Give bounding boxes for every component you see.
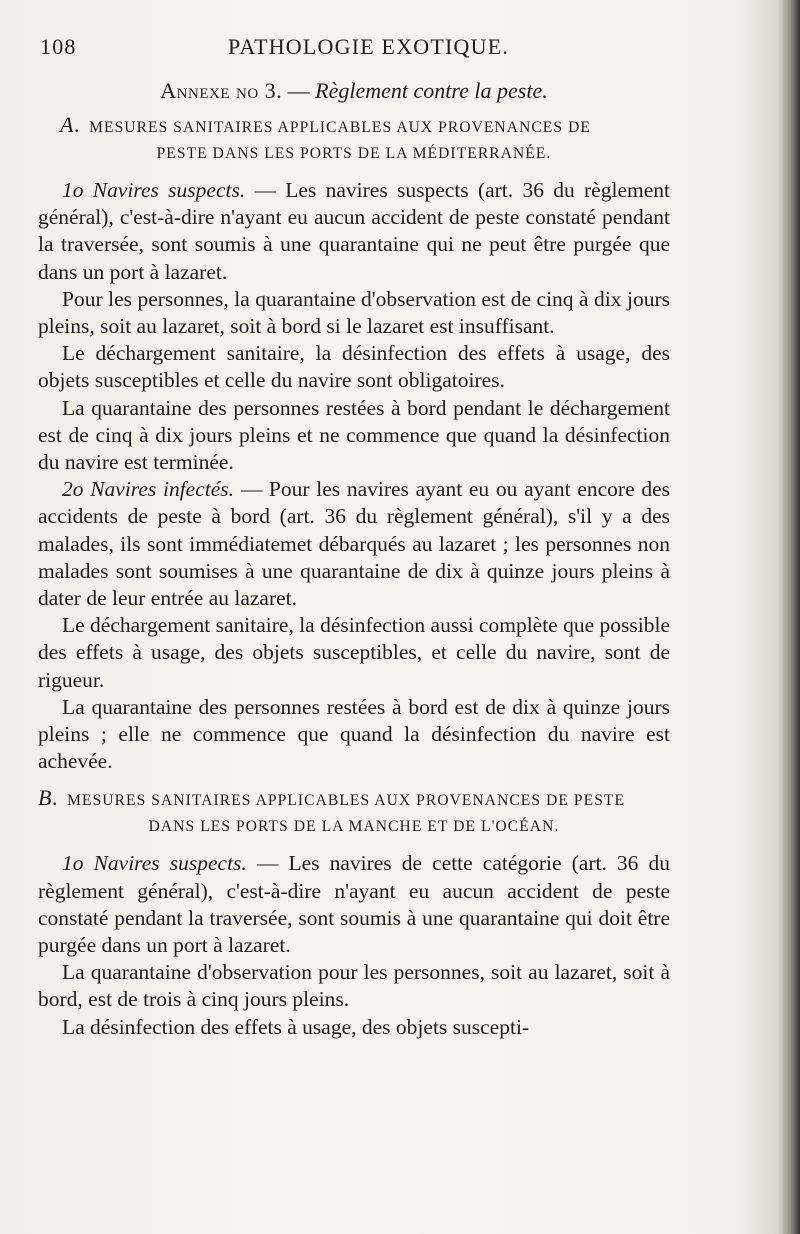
annex-subject: Règlement contre la peste. [315,78,548,103]
annex-dash: — [287,78,310,103]
paragraph: Le déchargement sanitaire, la désinfection aussi complète que possible des effets à usage, des objets susceptibles, et celle du navire, sont de rigueur. [38,613,670,692]
paragraph-text: — Pour les navires ayant eu ou ayant encore des accidents de peste à bord (art. 36 du règlement général), s'il y a des malades, ils sont immédiatemet débarqués au lazaret ; les personnes non malades sont soumises à une quarantaine de dix à quinze jours pleins à dater de leur entrée au lazaret. [38,477,670,611]
running-title: PATHOLOGIE EXOTIQUE. [228,34,510,59]
section-a-letter: A. [60,112,82,137]
page-content [38,30,670,1041]
paragraph: La quarantaine d'observation pour les personnes, soit au lazaret, soit à bord, est de trois à cinq jours pleins. [38,960,670,1012]
section-b-letter: B. [38,785,60,811]
paragraph: La désinfection des effets à usage, des objets suscepti- [62,1014,530,1039]
section-a-heading-line1: MESURES SANITAIRES APPLICABLES AUX PROVENANCES DE [89,119,591,136]
paragraph: Le déchargement sanitaire, la désinfection des effets à usage, des objets susceptibles et celle du navire sont obligatoires. [38,341,670,393]
page-number: 108 [40,34,77,59]
paragraph-lead: 2o Navires infectés. [62,477,235,502]
paragraph: La quarantaine des personnes restées à bord pendant le déchargement est de cinq à dix jours pleins et ne commence que quand la désinfection du navire est terminée. [38,395,670,475]
paragraph-text: — Les navires suspects (art. 36 du règlement général), c'est-à-dire n'ayant eu aucun accident de peste constaté pendant la traversée, sont soumis à une quarantaine qui ne peut être purgée que dans un port à lazaret. [38,178,670,284]
page-binding-shadow [778,0,800,1234]
paragraph-text: — Les navires de cette catégorie (art. 36 du règlement général), c'est-à-dire n'ayant eu aucun accident de peste constaté pendant la traversée, sont soumis à une quarantaine qui doit être purgée dans un port à lazaret. [38,851,671,958]
paragraph [38,850,670,959]
paragraph [38,177,670,286]
paragraph-lead: 1o Navires suspects. [62,178,246,202]
paragraph-lead: 1o Navires suspects. [62,851,247,876]
paragraph: La quarantaine des personnes restées à bord est de dix à quinze jours pleins ; elle ne commence que quand la désinfection du navire est achevée. [38,694,670,774]
section-a-heading [38,112,670,167]
annex-title [38,78,670,104]
paragraph: Pour les personnes, la quarantaine d'observation est de cinq à dix jours pleins, soit au lazaret, soit à bord si le lazaret est insuffisant. [38,286,670,339]
section-a-heading-line2: PESTE DANS LES PORTS DE LA MÉDITERRANÉE. [156,145,552,162]
section-b-heading-line1: MESURES SANITAIRES APPLICABLES AUX PROVENANCES DE PESTE [67,792,626,810]
annex-label: Annexe no 3. [160,78,283,103]
section-b-heading [38,785,670,840]
section-b-heading-line2: DANS LES PORTS DE LA MANCHE ET DE L'OCÉAN. [148,818,560,836]
paragraph [38,476,670,612]
running-header [38,30,670,64]
